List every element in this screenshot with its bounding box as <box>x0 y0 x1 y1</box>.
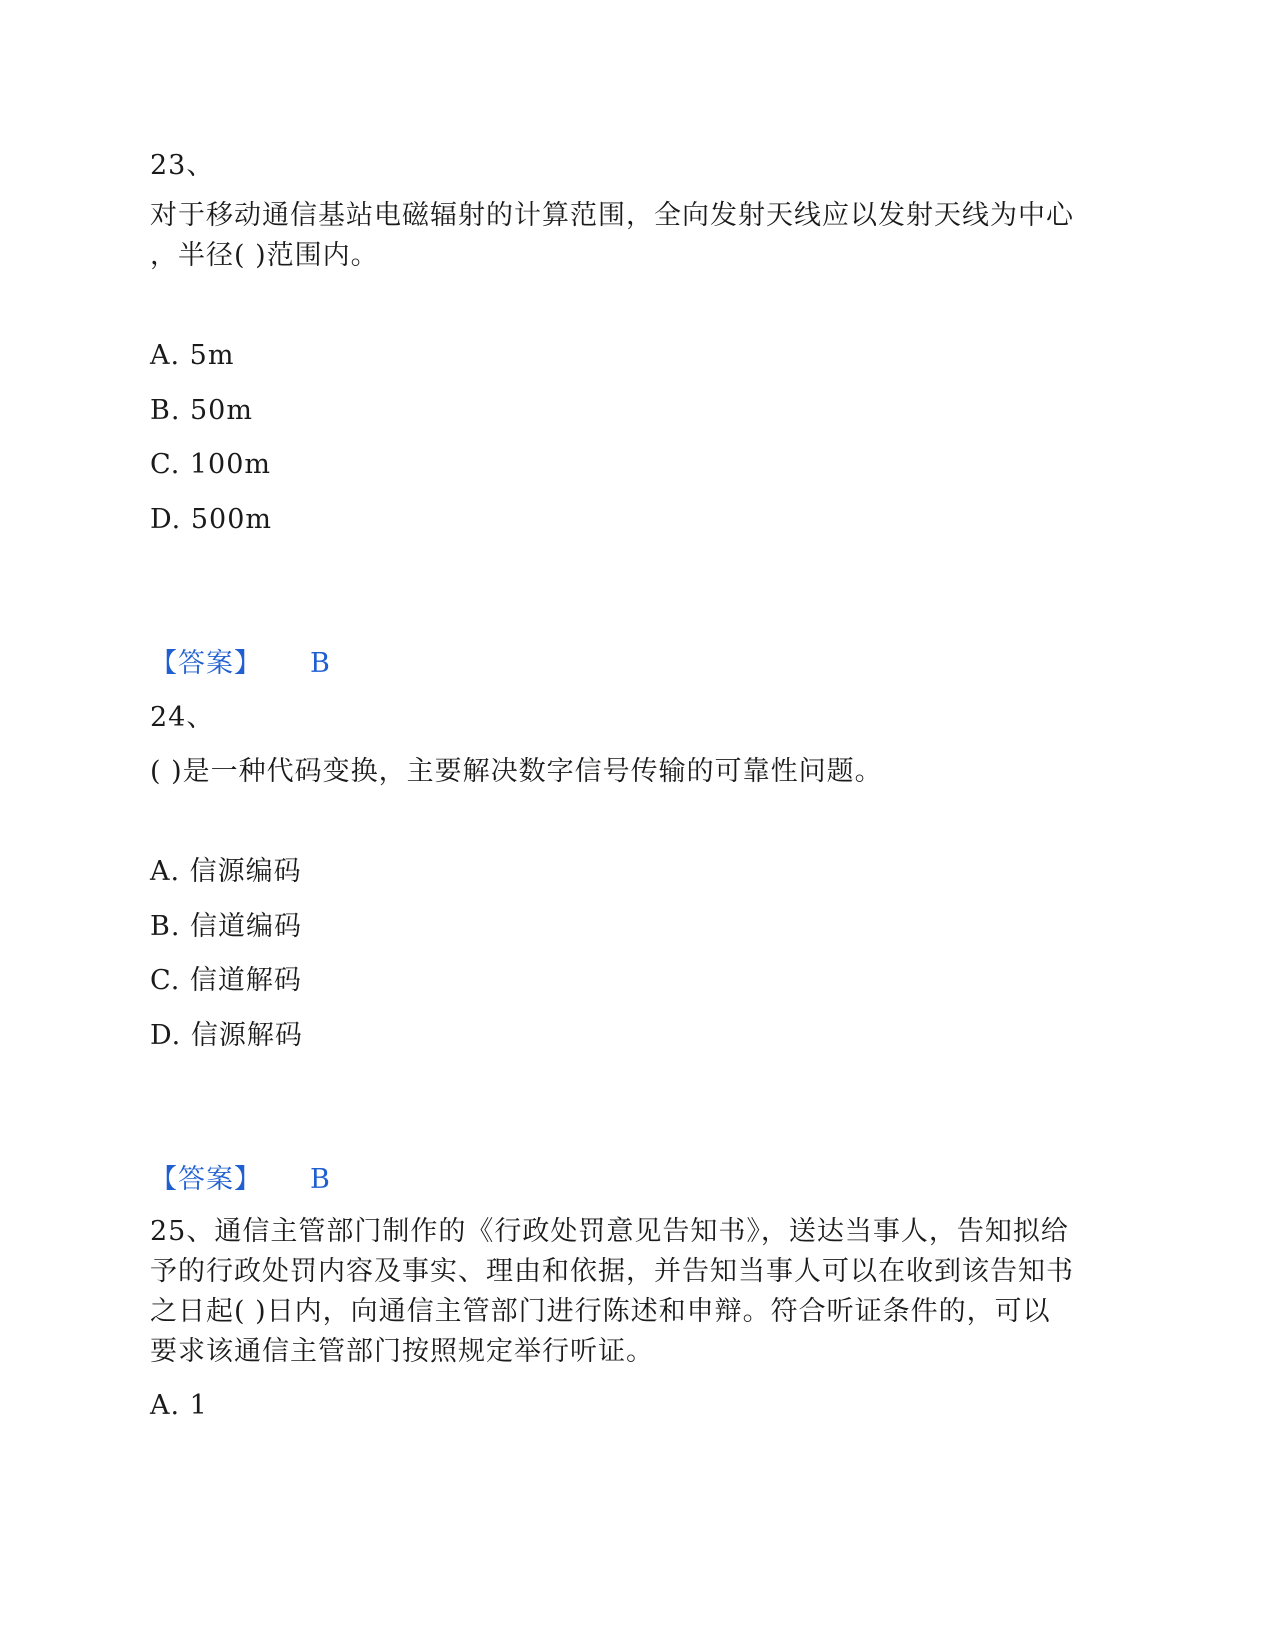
question-24-option-d: D. 信源解码 <box>150 1020 303 1051</box>
question-23-option-d: D. 500m <box>150 504 272 535</box>
question-23-option-b: B. 50m <box>150 395 253 426</box>
question-25-stem-line-4: 要求该通信主管部门按照规定举行听证。 <box>150 1336 654 1367</box>
question-25-stem-line-1: 25、通信主管部门制作的《行政处罚意见告知书》，送达当事人，告知拟给 <box>150 1216 1069 1247</box>
answer-label: 【答案】 <box>150 648 262 679</box>
question-24-option-b: B. 信道编码 <box>150 911 303 942</box>
question-23-answer <box>150 644 331 684</box>
answer-value: B <box>310 1164 331 1195</box>
question-23-number: 23、 <box>150 150 215 181</box>
question-23-stem-line-1: 对于移动通信基站电磁辐射的计算范围，全向发射天线应以发射天线为中心 <box>150 200 1074 231</box>
question-23-option-a: A. 5m <box>150 340 235 371</box>
answer-value: B <box>310 648 331 679</box>
question-24-option-c: C. 信道解码 <box>150 965 302 996</box>
question-23-stem-line-2: ，半径( )范围内。 <box>150 240 379 271</box>
question-23-option-c: C. 100m <box>150 449 271 480</box>
question-25-stem-line-3: 之日起( )日内，向通信主管部门进行陈述和申辩。符合听证条件的，可以 <box>150 1296 1051 1327</box>
question-25-option-a: A. 1 <box>150 1390 208 1421</box>
question-24-number: 24、 <box>150 702 215 733</box>
question-25-stem-line-2: 予的行政处罚内容及事实、理由和依据，并告知当事人可以在收到该告知书 <box>150 1256 1074 1287</box>
question-24-stem-line-1: ( )是一种代码变换，主要解决数字信号传输的可靠性问题。 <box>150 756 883 787</box>
question-24-answer <box>150 1160 331 1200</box>
question-24-option-a: A. 信源编码 <box>150 856 302 887</box>
answer-label: 【答案】 <box>150 1164 262 1195</box>
